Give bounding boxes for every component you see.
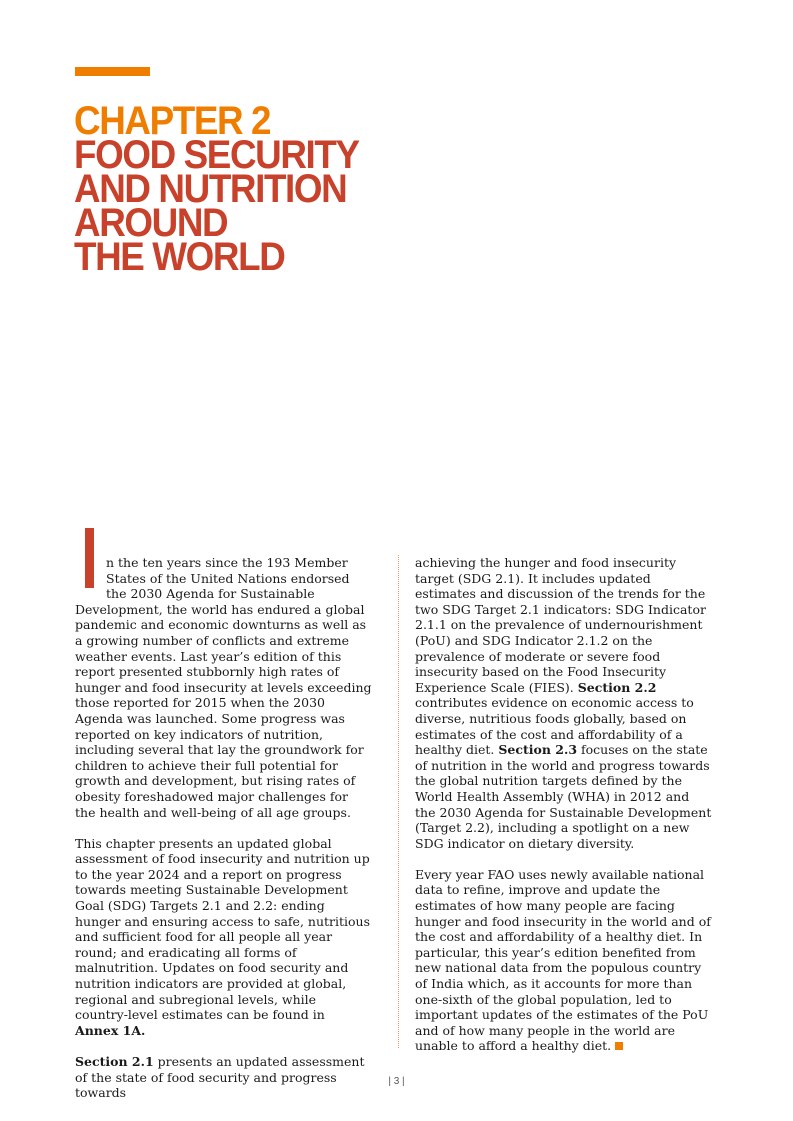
chapter-title-line-4: THE WORLD: [74, 235, 285, 279]
fao-data-text: Every year FAO uses newly available national data to refine, improve and update the estimates of how many people are facing hunger and food insecurity in the world and of the cost and affordability of a healthy diet. In particular, this year’s edition benefited from new national data from the populous country of India which, as it accounts for more than one-sixth of the global population, led to important updates of the estimates of the PoU and of how many people in the world are unable to afford a healthy diet.: [415, 866, 711, 1054]
chapter-title-line-1: FOOD SECURITY: [74, 133, 359, 177]
overview-text-e: focuses on the state of nutrition in the world and progress towards the global nutrition targets defined by the World Health Assembly (WHA) in 2012 and the 2030 Agenda for Sustainable Development (Target 2.2), including a spotlight on a new SDG indicator on dietary diversity.: [415, 742, 712, 851]
chapter-label: CHAPTER 2: [74, 99, 271, 143]
intro-rest: the world has endured a global pandemic and economic downturns as well as a growing number of conflicts and extreme weather events. Last year’s edition of this report presented stubbornly high rates of hunger and food insecurity at levels exceeding those reported for 2015 when the 2030 Agenda was launched. Some progress was reported on key indicators of nutrition, including several that lay the groundwork for children to achieve their full potential for growth and development, but rising rates of obesity foreshadowed major challenges for the health and well-being of all age groups.: [75, 601, 372, 820]
dropcap-i: [85, 528, 94, 588]
sections-overview-paragraph: [415, 555, 712, 851]
fao-data-paragraph: [415, 867, 712, 1054]
chapter-title-line-3: AROUND: [74, 201, 228, 245]
assessment-text: This chapter presents an updated global assessment of food insecurity and nutrition up to the year 2024 and a report on progress towards meeting Sustainable Development Goal (SDG) Targets 2.1 and 2.2: ending hunger and ensuring access to safe, nutritious and sufficient food for all people all year round; and eradicating all forms of malnutrition. Updates on food security and nutrition indicators are provided at global, regional and subregional levels, while country-level estimates can be found in: [75, 835, 371, 1023]
section-2-1-ref: Section 2.1: [75, 1054, 154, 1069]
chapter-accent-bar: [75, 67, 150, 76]
section-2-1-text: presents an updated assessment of the state of food security and progress towards: [75, 1054, 365, 1101]
chapter-title-line-2: AND NUTRITION: [74, 167, 347, 211]
left-text-column: [75, 555, 372, 1116]
overview-text-a: achieving the hunger and food insecurity target (SDG 2.1). It includes updated estimates and discussion of the trends for the two SDG Target 2.1 indicators: SDG Indicator 2.1.1 on the prevalence of undernourishment (PoU) and SDG Indicator 2.1.2 on the prevalence of moderate or severe food insecurity based on the Food Insecurity Experience Scale (FIES).: [415, 555, 706, 695]
assessment-paragraph: [75, 836, 372, 1039]
right-text-column: [415, 555, 712, 1070]
intro-first-lines: n the ten years since the 193 Member States of the United Nations endorsed the 2030 Agenda for Sustainable Development,: [75, 555, 350, 617]
end-of-text-square-icon: [615, 1042, 623, 1050]
intro-paragraph: [75, 555, 372, 820]
section-2-3-ref: Section 2.3: [498, 742, 578, 758]
page-number: | 3 |: [388, 1076, 405, 1087]
chapter-heading: [74, 99, 359, 279]
overview-text-c: contributes evidence on economic access to diverse, nutritious foods globally, based on estimates of the cost and affordability of a healthy diet.: [415, 695, 694, 758]
column-divider: [398, 555, 399, 1048]
annex-link-text: Annex 1A.: [75, 1022, 146, 1038]
section-2-2-ref: Section 2.2: [577, 679, 657, 695]
